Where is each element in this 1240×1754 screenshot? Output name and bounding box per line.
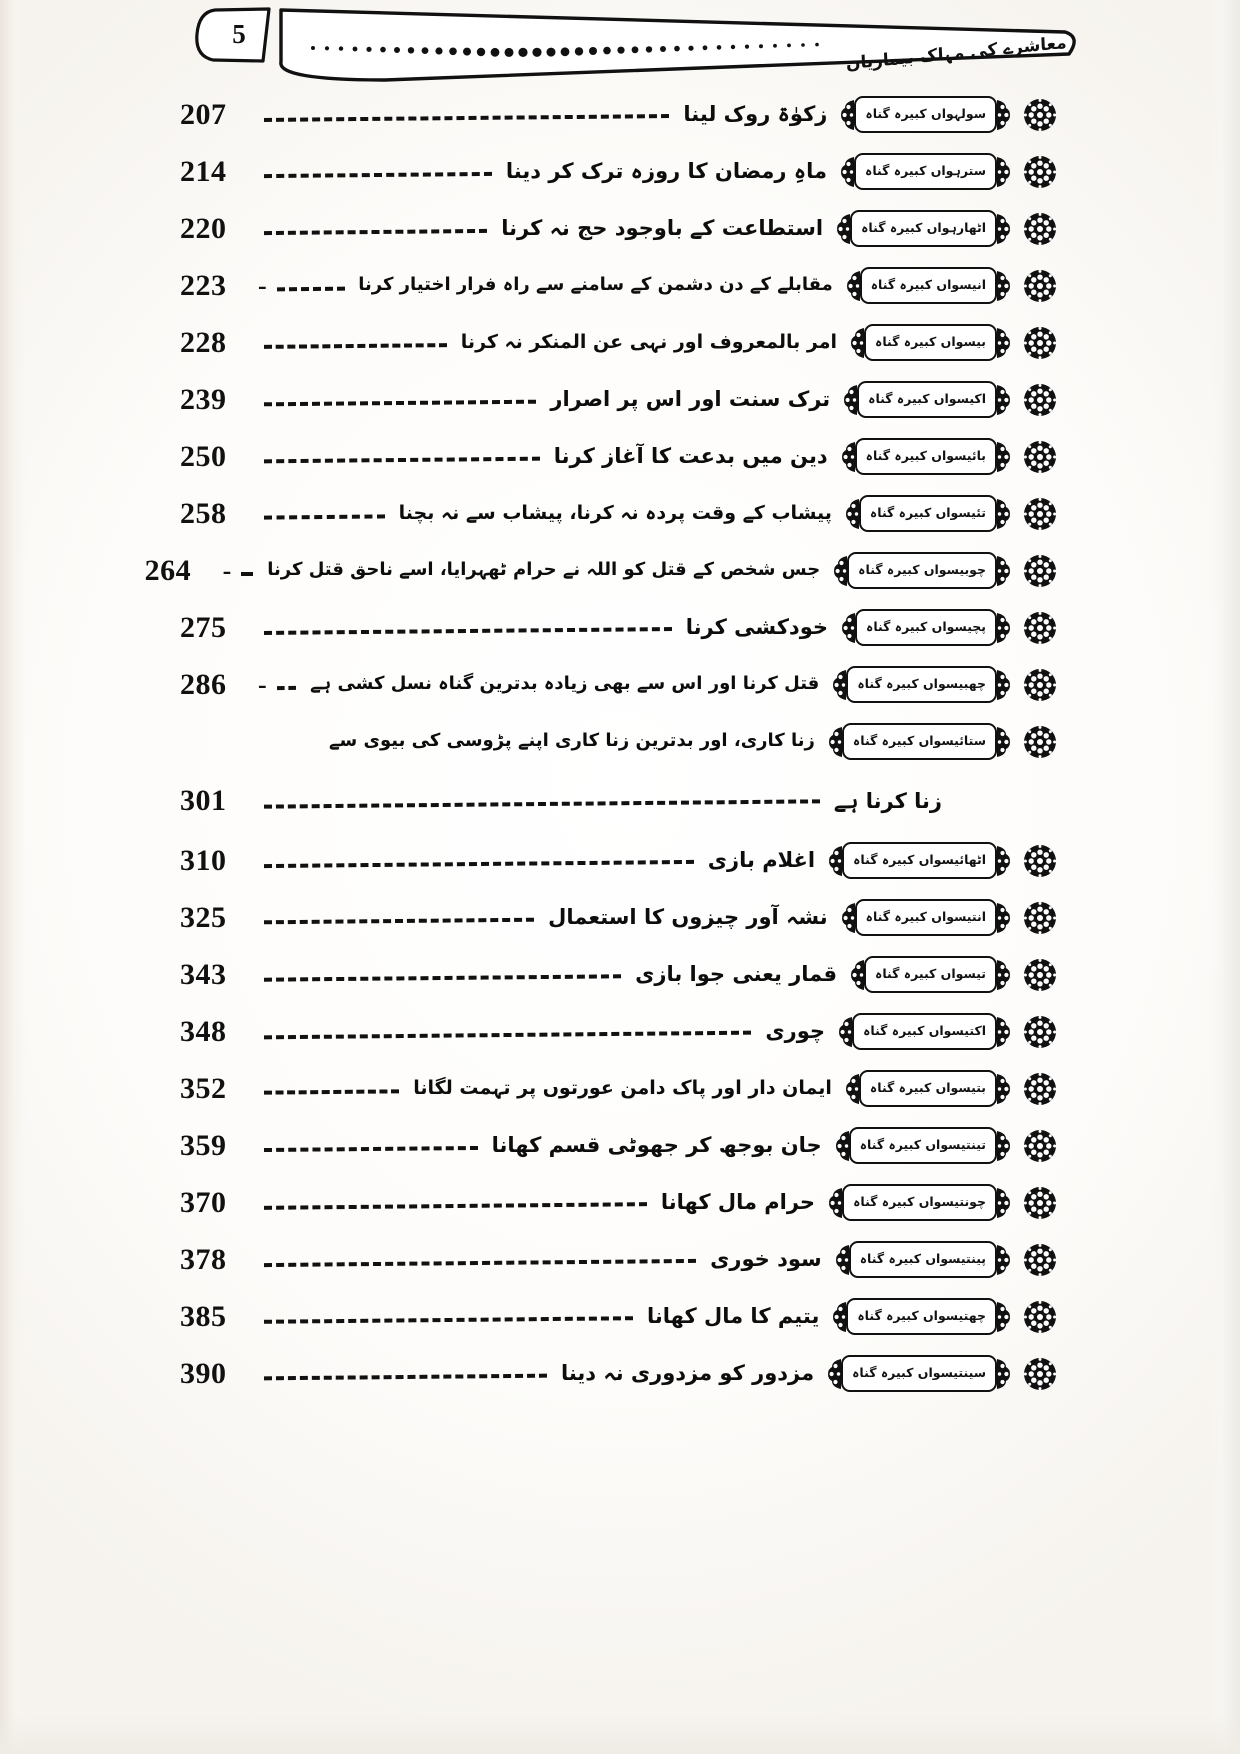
knot-ornament-icon: [994, 956, 1012, 994]
knot-ornament-icon: [994, 153, 1012, 191]
entry-title[interactable]: دین میں بدعت کا آغاز کرنا: [553, 444, 828, 469]
entry-title[interactable]: چوری: [765, 1019, 826, 1044]
sin-ordinal-box: [852, 1013, 997, 1050]
knot-ornament-icon: [994, 324, 1012, 362]
sin-ordinal-badge: [827, 722, 1012, 762]
toc-entry[interactable]: [180, 257, 1060, 314]
entry-title[interactable]: حرام مال کھانا: [660, 1190, 816, 1215]
knot-ornament-icon: [826, 1355, 844, 1393]
sin-ordinal-badge: [839, 95, 1012, 135]
knot-ornament-icon: [842, 381, 860, 419]
sin-ordinal-label: تئیسواں کبیرہ گناہ: [869, 505, 986, 521]
rosette-icon: [1022, 439, 1058, 475]
knot-ornament-icon: [994, 96, 1012, 134]
rosette-icon: [1022, 553, 1058, 589]
rosette-icon: [1022, 1242, 1058, 1278]
rosette-icon: [1020, 266, 1060, 306]
sin-ordinal-badge: [837, 1012, 1012, 1052]
knot-ornament-icon: [994, 666, 1012, 704]
sin-ordinal-box: [859, 1070, 997, 1107]
sin-ordinal-box: [849, 1241, 997, 1278]
sin-ordinal-badge: [840, 437, 1012, 477]
entry-page-number[interactable]: 223: [180, 268, 227, 302]
dot-leader: [277, 286, 345, 291]
entry-page-number[interactable]: 275: [180, 610, 227, 644]
rosette-icon: [1022, 1356, 1058, 1392]
knot-ornament-icon: [840, 899, 858, 937]
knot-ornament-icon: [994, 267, 1012, 305]
sin-ordinal-badge: [840, 898, 1012, 938]
knot-ornament-icon: [834, 1241, 852, 1279]
entry-title[interactable]: ترک سنت اور اس پر اصرار: [550, 387, 831, 412]
entry-page-number[interactable]: 352: [180, 1071, 227, 1105]
rosette-icon: [1022, 211, 1058, 247]
toc-entry[interactable]: [180, 1174, 1060, 1231]
toc-entry[interactable]: [180, 314, 1060, 371]
knot-ornament-icon: [994, 1298, 1012, 1336]
knot-ornament-icon: [994, 495, 1012, 533]
knot-ornament-icon: [827, 1184, 845, 1222]
knot-ornament-icon: [994, 842, 1012, 880]
rosette-icon: [1020, 1297, 1060, 1337]
knot-ornament-icon: [994, 1355, 1012, 1393]
rosette-icon: [1020, 209, 1060, 249]
rosette-icon: [1020, 323, 1060, 363]
knot-ornament-icon: [994, 842, 1012, 880]
entry-page-number[interactable]: 239: [180, 382, 227, 416]
knot-ornament-icon: [994, 1070, 1012, 1108]
dot-leader: [241, 571, 253, 575]
knot-ornament-icon: [994, 1241, 1012, 1279]
sin-ordinal-box: [842, 842, 997, 879]
knot-ornament-icon: [835, 210, 853, 248]
sin-ordinal-label: اکیسواں کبیرہ گناہ: [868, 391, 986, 407]
rosette-icon: [1022, 1071, 1058, 1107]
rosette-icon: [1022, 667, 1058, 703]
entry-title[interactable]: خودکشی کرنا: [685, 615, 829, 640]
knot-ornament-icon: [849, 956, 867, 994]
knot-ornament-icon: [994, 1013, 1012, 1051]
knot-ornament-icon: [994, 723, 1012, 761]
entry-page-number[interactable]: 390: [180, 1356, 227, 1390]
rosette-icon: [1020, 1069, 1060, 1109]
rosette-icon: [1020, 1183, 1060, 1223]
entry-title[interactable]: جان بوجھ کر جھوٹی قسم کھانا: [491, 1133, 822, 1158]
rosette-icon: [1020, 722, 1060, 762]
dot-leader: [264, 974, 621, 981]
dot-leader: [264, 1258, 696, 1266]
sin-ordinal-label: اکتیسواں کبیرہ گناہ: [863, 1023, 986, 1039]
toc-entry[interactable]: [180, 371, 1060, 428]
sin-ordinal-label: ستائیسواں کبیرہ گناہ: [852, 733, 986, 749]
rosette-icon: [1022, 1185, 1058, 1221]
entry-title[interactable]: جس شخص کے قتل کو اللہ نے حرام ٹھہرایا، اسے ناحق قتل کرنا: [267, 559, 821, 581]
knot-ornament-icon: [994, 552, 1012, 590]
toc-entry[interactable]: [180, 1117, 1060, 1174]
rosette-icon: [1020, 841, 1060, 881]
rosette-icon: [1022, 268, 1058, 304]
entry-title[interactable]: قمار یعنی جوا بازی: [635, 962, 838, 987]
entry-title[interactable]: ماہِ رمضان کا روزہ ترک کر دینا: [505, 159, 828, 184]
scan-edge-left: [0, 0, 26, 1754]
knot-ornament-icon: [826, 1355, 844, 1393]
entry-page-number[interactable]: 220: [180, 211, 227, 245]
sin-ordinal-label: چوبیسواں کبیرہ گناہ: [858, 562, 986, 578]
rosette-icon: [1020, 380, 1060, 420]
knot-ornament-icon: [994, 899, 1012, 937]
rosette-icon: [1020, 898, 1060, 938]
knot-ornament-icon: [834, 1127, 852, 1165]
knot-ornament-icon: [994, 609, 1012, 647]
toc-entry[interactable]: [180, 86, 1060, 143]
knot-ornament-icon: [994, 96, 1012, 134]
knot-ornament-icon: [831, 666, 849, 704]
entry-title[interactable]: اغلام بازی: [707, 848, 816, 873]
sin-ordinal-label: سولہواں کبیرہ گناہ: [865, 106, 986, 122]
entry-page-number[interactable]: 250: [180, 439, 227, 473]
entry-page-number[interactable]: 301: [180, 784, 227, 817]
sin-ordinal-label: پینتیسواں کبیرہ گناہ: [859, 1251, 986, 1267]
knot-ornament-icon: [844, 495, 862, 533]
sin-ordinal-badge: [844, 494, 1012, 534]
knot-ornament-icon: [994, 438, 1012, 476]
sin-ordinal-badge: [831, 1297, 1012, 1337]
sin-ordinal-box: [864, 956, 997, 993]
knot-ornament-icon: [840, 438, 858, 476]
sin-ordinal-badge: [849, 323, 1012, 363]
knot-ornament-icon: [994, 381, 1012, 419]
sin-ordinal-badge: [842, 380, 1012, 420]
knot-ornament-icon: [849, 324, 867, 362]
rosette-icon: [1022, 1014, 1058, 1050]
knot-ornament-icon: [994, 1127, 1012, 1165]
knot-ornament-icon: [839, 96, 857, 134]
toc-entry[interactable]: [180, 200, 1060, 257]
knot-ornament-icon: [834, 1127, 852, 1165]
dot-leader: [264, 859, 694, 867]
knot-ornament-icon: [994, 723, 1012, 761]
knot-ornament-icon: [827, 723, 845, 761]
sin-ordinal-badge: [835, 209, 1012, 249]
sin-ordinal-box: [859, 495, 997, 532]
sin-ordinal-box: [847, 552, 997, 589]
rosette-icon: [1020, 1012, 1060, 1052]
rosette-icon: [1020, 608, 1060, 648]
knot-ornament-icon: [994, 1184, 1012, 1222]
knot-ornament-icon: [994, 324, 1012, 362]
sin-ordinal-box: [850, 210, 997, 247]
sin-ordinal-box: [855, 438, 997, 475]
leader-dash: -: [258, 669, 267, 699]
toc-entry[interactable]: [180, 1003, 1060, 1060]
sin-ordinal-badge: [840, 608, 1012, 648]
sin-ordinal-badge: [844, 1069, 1012, 1109]
dot-leader: [264, 1145, 478, 1151]
knot-ornament-icon: [831, 1298, 849, 1336]
toc-entry[interactable]: [180, 656, 1060, 713]
knot-ornament-icon: [832, 552, 850, 590]
sin-ordinal-box: [857, 381, 997, 418]
knot-ornament-icon: [827, 723, 845, 761]
entry-page-number[interactable]: 286: [180, 667, 227, 701]
rosette-icon: [1020, 1240, 1060, 1280]
knot-ornament-icon: [994, 267, 1012, 305]
sin-ordinal-label: بائیسواں کبیرہ گناہ: [865, 448, 986, 464]
page-number: 5: [232, 18, 246, 49]
sin-ordinal-box: [854, 96, 997, 133]
entry-title[interactable]: پیشاب کے وقت پردہ نہ کرنا، پیشاب سے نہ بچنا: [398, 501, 832, 524]
knot-ornament-icon: [840, 609, 858, 647]
header-title: معاشرے کی مہلک بیماریاں: [845, 32, 1068, 75]
knot-ornament-icon: [844, 1070, 862, 1108]
sin-ordinal-label: انیسواں کبیرہ گناہ: [870, 277, 986, 293]
sin-ordinal-badge: [834, 1126, 1012, 1166]
rosette-icon: [1022, 957, 1058, 993]
toc-entry[interactable]: [180, 599, 1060, 656]
rosette-icon: [1022, 97, 1058, 133]
dot-leader: [264, 917, 534, 924]
dot-leader: [264, 1089, 399, 1094]
knot-ornament-icon: [839, 153, 857, 191]
rosette-icon: [1022, 325, 1058, 361]
rosette-icon: [1022, 382, 1058, 418]
sin-ordinal-label: پچیسواں کبیرہ گناہ: [866, 619, 986, 635]
entry-title[interactable]: مقابلے کے دن دشمن کے سامنے سے راہ فرار اختیار کرنا: [358, 274, 833, 296]
dot-leader: [264, 799, 820, 808]
entry-title[interactable]: مزدور کو مزدوری نہ دینا: [560, 1361, 815, 1386]
entry-page-number[interactable]: 359: [180, 1128, 227, 1162]
entry-page-number[interactable]: 310: [180, 843, 227, 877]
rosette-icon: [1022, 1128, 1058, 1164]
entry-title-continuation: زنا کرنا ہے: [833, 788, 942, 813]
sin-ordinal-badge: [827, 841, 1012, 881]
knot-ornament-icon: [827, 842, 845, 880]
dot-leader: [264, 114, 669, 122]
toc-entry[interactable]: [180, 1231, 1060, 1288]
knot-ornament-icon: [994, 381, 1012, 419]
sin-ordinal-box: [842, 1184, 997, 1221]
knot-ornament-icon: [839, 96, 857, 134]
leader-dash: -: [222, 555, 232, 585]
knot-ornament-icon: [994, 210, 1012, 248]
knot-ornament-icon: [994, 438, 1012, 476]
knot-ornament-icon: [831, 1298, 849, 1336]
dot-leader: [264, 456, 540, 463]
sin-ordinal-label: تیسواں کبیرہ گناہ: [875, 966, 986, 982]
sin-ordinal-badge: [827, 1183, 1012, 1223]
entry-title[interactable]: قتل کرنا اور اس سے بھی زیادہ بدترین گناہ نسل کشی ہے: [310, 673, 820, 695]
dot-leader: [264, 171, 492, 177]
toc-entry[interactable]: [180, 1345, 1060, 1402]
entry-title[interactable]: زنا کاری، اور بدترین زنا کاری اپنے پڑوسی کی بیوی سے: [329, 730, 815, 752]
rosette-icon: [1020, 494, 1060, 534]
dot-leader: [264, 1316, 633, 1324]
sin-ordinal-box: [841, 1355, 997, 1392]
knot-ornament-icon: [994, 1127, 1012, 1165]
entry-page-number[interactable]: 258: [180, 496, 227, 530]
toc-entry[interactable]: [180, 832, 1060, 889]
toc-entry[interactable]: [180, 889, 1060, 946]
rosette-icon: [1020, 1354, 1060, 1394]
dot-leader: [277, 685, 296, 689]
rosette-icon: [1020, 152, 1060, 192]
sin-ordinal-label: چھتیسواں کبیرہ گناہ: [857, 1308, 986, 1324]
dot-leader: [264, 1030, 751, 1039]
knot-ornament-icon: [827, 1184, 845, 1222]
toc-entry[interactable]: [180, 1060, 1060, 1117]
rosette-icon: [1022, 900, 1058, 936]
knot-ornament-icon: [844, 495, 862, 533]
dot-leader: [264, 1373, 547, 1380]
sin-ordinal-badge: [831, 665, 1012, 705]
knot-ornament-icon: [994, 609, 1012, 647]
entry-title[interactable]: امر بالمعروف اور نہی عن المنکر نہ کرنا: [460, 330, 838, 353]
knot-ornament-icon: [994, 1241, 1012, 1279]
sin-ordinal-label: انتیسواں کبیرہ گناہ: [865, 909, 986, 925]
knot-ornament-icon: [837, 1013, 855, 1051]
scan-edge-right: [1210, 0, 1240, 1754]
sin-ordinal-label: تینتیسواں کبیرہ گناہ: [859, 1137, 986, 1153]
knot-ornament-icon: [994, 1184, 1012, 1222]
entry-title[interactable]: سود خوری: [710, 1247, 822, 1272]
knot-ornament-icon: [849, 956, 867, 994]
entry-page-number[interactable]: 214: [180, 154, 227, 188]
knot-ornament-icon: [994, 1355, 1012, 1393]
entry-page-number[interactable]: 325: [180, 900, 227, 934]
sin-ordinal-label: چھبیسواں کبیرہ گناہ: [857, 676, 986, 692]
knot-ornament-icon: [994, 956, 1012, 994]
knot-ornament-icon: [832, 552, 850, 590]
dot-leader: [264, 228, 487, 234]
toc-entry[interactable]: [180, 143, 1060, 200]
knot-ornament-icon: [845, 267, 863, 305]
rosette-icon: [1020, 95, 1060, 135]
sin-ordinal-label: سترہواں کبیرہ گناہ: [865, 163, 986, 179]
sin-ordinal-label: بتیسواں کبیرہ گناہ: [869, 1080, 986, 1096]
entry-page-number[interactable]: 228: [180, 325, 227, 359]
entry-title[interactable]: ایمان دار اور پاک دامن عورتوں پر تہمت لگانا: [413, 1076, 832, 1099]
sin-ordinal-badge: [839, 152, 1012, 192]
knot-ornament-icon: [845, 267, 863, 305]
dot-leader: [264, 1202, 647, 1210]
dot-leader: [264, 514, 385, 519]
knot-ornament-icon: [839, 153, 857, 191]
entry-page-number[interactable]: 348: [180, 1014, 227, 1048]
toc-entry[interactable]: [180, 485, 1060, 542]
dot-leader: [264, 399, 536, 406]
sin-ordinal-label: اٹھارہواں کبیرہ گناہ: [861, 220, 986, 236]
rosette-icon: [1020, 437, 1060, 477]
sin-ordinal-box: [855, 609, 997, 646]
table-of-contents: [144, 86, 1060, 1402]
sin-ordinal-box: [846, 666, 997, 703]
entry-page-number[interactable]: 385: [180, 1299, 227, 1333]
toc-entry[interactable]: [180, 713, 1060, 770]
sin-ordinal-badge: [832, 551, 1012, 591]
knot-ornament-icon: [994, 666, 1012, 704]
toc-entry[interactable]: [144, 542, 1060, 599]
entry-page-number[interactable]: 378: [180, 1242, 227, 1276]
entry-title[interactable]: زکوٰۃ روک لینا: [683, 102, 828, 127]
sin-ordinal-label: بیسواں کبیرہ گناہ: [875, 334, 986, 350]
knot-ornament-icon: [994, 1070, 1012, 1108]
entry-page-number[interactable]: 343: [180, 957, 227, 991]
entry-title[interactable]: استطاعت کے باوجود حج نہ کرنا: [501, 216, 824, 241]
knot-ornament-icon: [994, 1013, 1012, 1051]
sin-ordinal-box: [842, 723, 997, 760]
rosette-icon: [1020, 551, 1060, 591]
sin-ordinal-badge: [849, 955, 1012, 995]
sin-ordinal-badge: [845, 266, 1012, 306]
leader-dash: -: [258, 270, 267, 300]
knot-ornament-icon: [840, 438, 858, 476]
knot-ornament-icon: [994, 495, 1012, 533]
knot-ornament-icon: [849, 324, 867, 362]
rosette-icon: [1020, 1126, 1060, 1166]
toc-entry[interactable]: [180, 1288, 1060, 1345]
sin-ordinal-label: چونتیسواں کبیرہ گناہ: [853, 1194, 986, 1210]
knot-ornament-icon: [827, 842, 845, 880]
sin-ordinal-box: [846, 1298, 997, 1335]
rosette-icon: [1022, 610, 1058, 646]
page-header-banner: [185, 4, 1085, 88]
sin-ordinal-label: اٹھائیسواں کبیرہ گناہ: [853, 852, 986, 868]
knot-ornament-icon: [840, 899, 858, 937]
rosette-icon: [1022, 843, 1058, 879]
knot-ornament-icon: [994, 552, 1012, 590]
knot-ornament-icon: [994, 153, 1012, 191]
entry-page-number[interactable]: 264: [144, 553, 192, 587]
sin-ordinal-box: [864, 324, 997, 361]
knot-ornament-icon: [994, 899, 1012, 937]
entry-page-number[interactable]: 207: [180, 97, 227, 131]
knot-ornament-icon: [994, 1298, 1012, 1336]
toc-entry[interactable]: [180, 946, 1060, 1003]
sin-ordinal-box: [860, 267, 997, 304]
rosette-icon: [1020, 955, 1060, 995]
toc-entry-continuation[interactable]: [180, 770, 1060, 832]
rosette-icon: [1020, 665, 1060, 705]
entry-page-number[interactable]: 370: [180, 1185, 227, 1219]
toc-entry[interactable]: [180, 428, 1060, 485]
rosette-icon: [1022, 154, 1058, 190]
knot-ornament-icon: [835, 210, 853, 248]
rosette-icon: [1022, 1299, 1058, 1335]
sin-ordinal-badge: [834, 1240, 1012, 1280]
knot-ornament-icon: [837, 1013, 855, 1051]
entry-title[interactable]: یتیم کا مال کھانا: [646, 1304, 820, 1329]
entry-title[interactable]: نشہ آور چیزوں کا استعمال: [548, 905, 828, 930]
sin-ordinal-label: سینتیسواں کبیرہ گناہ: [852, 1365, 986, 1381]
scan-edge-bottom: [0, 1714, 1240, 1754]
knot-ornament-icon: [840, 609, 858, 647]
knot-ornament-icon: [842, 381, 860, 419]
knot-ornament-icon: [834, 1241, 852, 1279]
sin-ordinal-box: [855, 899, 997, 936]
knot-ornament-icon: [844, 1070, 862, 1108]
dot-leader: [264, 343, 447, 349]
sin-ordinal-badge: [826, 1354, 1012, 1394]
rosette-icon: [1022, 724, 1058, 760]
sin-ordinal-box: [849, 1127, 997, 1164]
rosette-icon: [1022, 496, 1058, 532]
sin-ordinal-box: [854, 153, 997, 190]
dot-leader: [264, 627, 672, 635]
knot-ornament-icon: [994, 210, 1012, 248]
knot-ornament-icon: [831, 666, 849, 704]
